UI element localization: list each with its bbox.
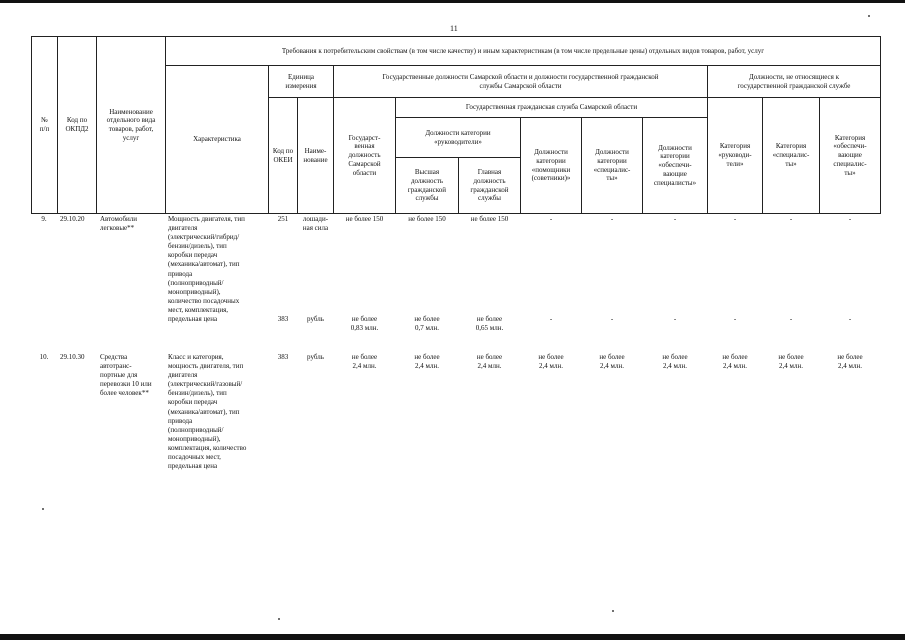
row-10-name: Средства автотранс- портные для перевозки 10 или более человек** — [100, 353, 152, 398]
row-10-price-gov: не более 2,4 млн. — [351, 353, 378, 371]
header-specialists: Должности категории «специалис- ты» — [581, 117, 643, 214]
row-9-price-highest: не более 0,7 млн. — [414, 315, 440, 333]
row-9-hp-cat-support: - — [848, 215, 852, 223]
header-okei: Код по ОКЕИ — [268, 97, 298, 214]
header-unit-name: Наиме- нование — [297, 97, 334, 214]
row-10-price-okei: 383 — [277, 353, 289, 361]
header-non-gov-positions: Должности, не относящиеся к государственной гражданской службе — [707, 65, 881, 98]
row-9-price-cat-specialists: - — [789, 315, 793, 323]
scan-speck — [612, 610, 614, 612]
row-9-name: Автомобили легковые** — [100, 215, 137, 233]
header-cat-specialists: Категория «специалис- ты» — [762, 97, 820, 214]
scan-speck — [278, 618, 280, 620]
row-9-price-main: не более 0,65 млн. — [475, 315, 504, 333]
row-9-hp-highest: не более 150 — [408, 215, 446, 223]
scan-bottom-border — [0, 634, 905, 640]
row-9-price-okei: 383 — [277, 315, 289, 323]
header-highest: Высшая должность гражданской службы — [395, 157, 459, 214]
row-9-hp-assistants: - — [549, 215, 553, 223]
row-10-price-highest: не более 2,4 млн. — [414, 353, 440, 371]
row-9-hp-cat-specialists: - — [789, 215, 793, 223]
header-requirements: Требования к потребительским свойствам (в том числе качеству) и иным характеристикам (в том числе предельные цены) отдельных видов товаров, работ, услуг — [165, 36, 881, 66]
row-10-price-assistants: не более 2,4 млн. — [538, 353, 564, 371]
page-number: 11 — [450, 24, 458, 33]
row-10-price-specialists: не более 2,4 млн. — [599, 353, 625, 371]
row-9-price-cat-managers: - — [733, 315, 737, 323]
row-10-okpd: 29.10.30 — [60, 353, 85, 361]
scan-speck — [868, 15, 870, 17]
header-okpd: Код по ОКПД2 — [57, 36, 97, 214]
row-10-price-cat-specialists: не более 2,4 млн. — [778, 353, 804, 371]
row-9-hp-main: не более 150 — [470, 215, 509, 223]
row-9-hp-gov: не более 150 — [345, 215, 384, 223]
row-9-price-assistants: - — [549, 315, 553, 323]
row-9-okpd: 29.10.20 — [60, 215, 85, 223]
row-9-hp-support: - — [673, 215, 677, 223]
row-10-characteristic: Класс и категория, мощность двигателя, тип двигателя (электрический/газовый/ бензин/дизель), тип коробки передач (механика/автомат), тип привода (полноприводный/ моноприводный), комплектация, количество посадочных мест, предельная цена — [168, 353, 247, 471]
header-civil-service: Государственная гражданская служба Самарской области — [395, 97, 708, 118]
row-9-price-cat-support: - — [848, 315, 852, 323]
header-cat-support: Категория «обеспечи- вающие специалис- ты» — [819, 97, 881, 214]
header-num: № п/п — [31, 36, 58, 214]
row-9-hp-unit: лошади- ная сила — [302, 215, 329, 233]
header-support: Должности категории «обеспечи- вающие специалисты» — [642, 117, 708, 214]
row-9-hp-cat-managers: - — [733, 215, 737, 223]
row-10-price-unit: рубль — [307, 353, 324, 361]
row-9-num: 9. — [41, 215, 47, 223]
header-cat-managers: Категория «руководи- тели» — [707, 97, 763, 214]
row-10-price-main: не более 2,4 млн. — [476, 353, 503, 371]
row-10-price-support: не более 2,4 млн. — [662, 353, 688, 371]
header-managers-category: Должности категории «руководители» — [395, 117, 521, 158]
row-10-price-cat-managers: не более 2,4 млн. — [722, 353, 748, 371]
row-9-hp-okei: 251 — [277, 215, 289, 223]
header-characteristic: Характеристика — [165, 65, 269, 214]
header-gov-positions: Государственные должности Самарской области и должности государственной гражданской службы Самарской области — [333, 65, 708, 98]
scan-top-border — [0, 0, 905, 3]
header-gov-position: Государст- венная должность Самарской области — [333, 97, 396, 214]
header-main: Главная должность гражданской службы — [458, 157, 521, 214]
row-9-hp-specialists: - — [610, 215, 614, 223]
row-9-price-unit: рубль — [307, 315, 324, 323]
header-unit: Единица измерения — [268, 65, 334, 98]
row-9-price-gov: не более 0,83 млн. — [350, 315, 379, 333]
row-10-num: 10. — [39, 353, 49, 361]
header-assistants: Должности категории «помощники (советники)» — [520, 117, 582, 214]
row-9-price-support: - — [673, 315, 677, 323]
header-name: Наименование отдельного вида товаров, работ, услуг — [96, 36, 166, 214]
row-10-price-cat-support: не более 2,4 млн. — [837, 353, 863, 371]
scan-speck — [42, 508, 44, 510]
row-9-price-specialists: - — [610, 315, 614, 323]
row-9-characteristic: Мощность двигателя, тип двигателя (электрический/гибрид/ бензин/дизель), тип коробки передач (механика/автомат), тип привода (полноприводный/ моноприводный), количество посадочных мест, комплектация, предельная цена — [168, 215, 245, 324]
